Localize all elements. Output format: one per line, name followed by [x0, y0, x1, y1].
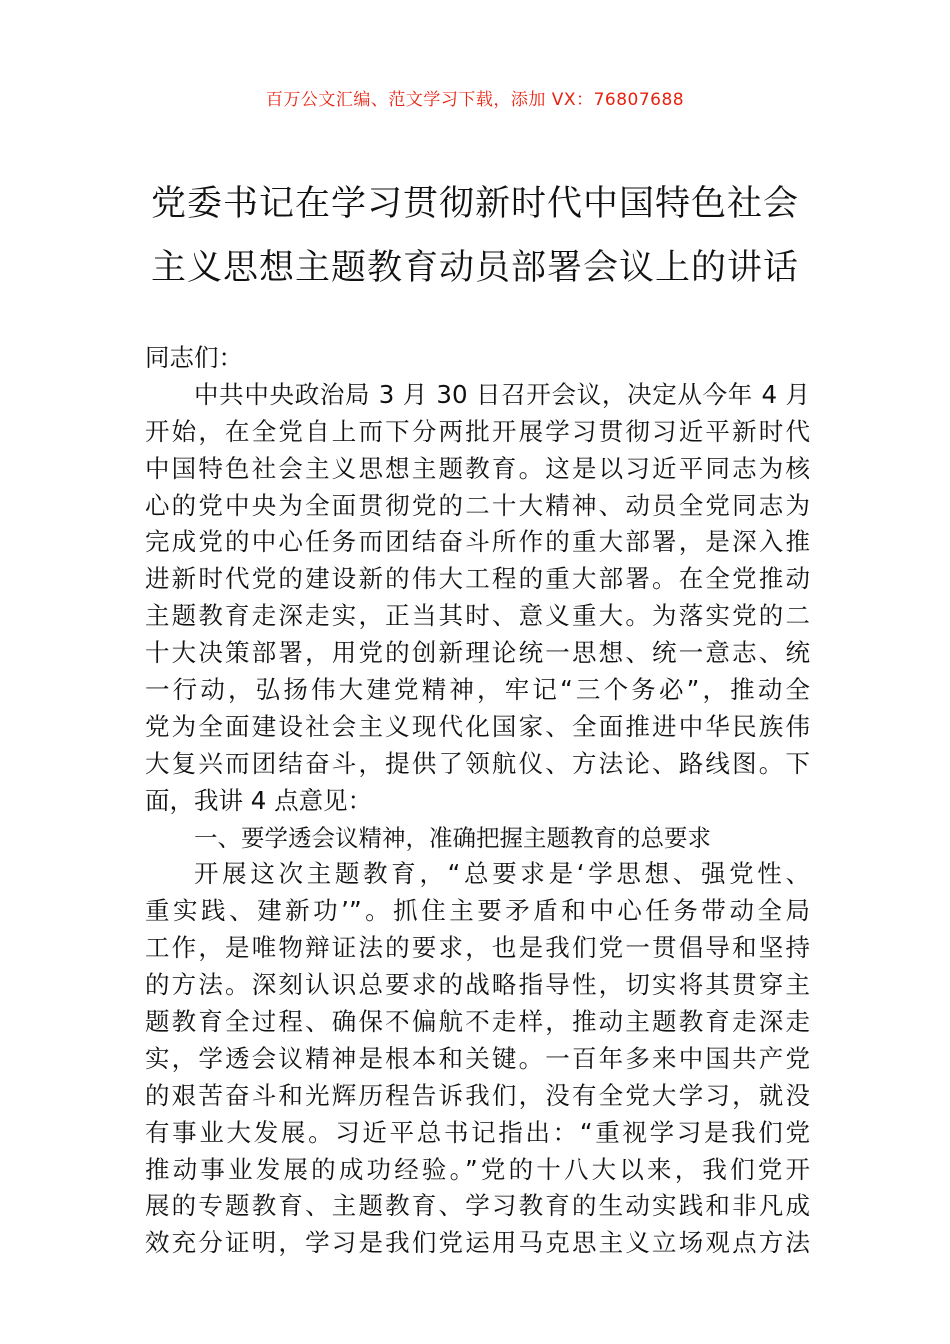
header-watermark-note: 百万公文汇编、范文学习下载，添加 VX：76807688 — [265, 90, 685, 110]
paragraph-line: 效充分证明，学习是我们党运用马克思主义立场观点方法 — [145, 1228, 810, 1258]
paragraph-line: 进新时代党的建设新的伟大工程的重大部署。在全党推动 — [145, 564, 810, 594]
salutation: 同志们： — [145, 343, 243, 372]
paragraph-line: 中共中央政治局 3 月 30 日召开会议，决定从今年 4 月 — [194, 379, 810, 409]
title-line-2: 主义思想主题教育动员部署会议上的讲话 — [150, 248, 799, 288]
paragraph-line: 完成党的中心任务而团结奋斗所作的重大部署，是深入推 — [145, 527, 810, 557]
paragraph-line: 大复兴而团结奋斗，提供了领航仪、方法论、路线图。下 — [145, 748, 810, 778]
paragraph-line: 工作，是唯物辩证法的要求，也是我们党一贯倡导和坚持 — [145, 933, 810, 963]
paragraph-line: 实，学透会议精神是根本和关键。一百年多来中国共产党 — [145, 1043, 810, 1073]
paragraph-line: 一行动，弘扬伟大建党精神，牢记“三个务必”，推动全 — [145, 675, 810, 705]
paragraph-line: 有事业大发展。习近平总书记指出：“重视学习是我们党 — [145, 1117, 810, 1147]
title-line-1: 党委书记在学习贯彻新时代中国特色社会 — [150, 184, 799, 224]
paragraph-line: 重实践、建新功’”。抓住主要矛盾和中心任务带动全局 — [145, 896, 810, 926]
paragraph-line: 题教育全过程、确保不偏航不走样，推动主题教育走深走 — [145, 1007, 810, 1037]
paragraph-line: 心的党中央为全面贯彻党的二十大精神、动员全党同志为 — [145, 490, 810, 520]
paragraph-line: 主题教育走深走实，正当其时、意义重大。为落实党的二 — [145, 601, 810, 631]
paragraph-line: 推动事业发展的成功经验。”党的十八大以来，我们党开 — [145, 1154, 810, 1184]
paragraph-line: 党为全面建设社会主义现代化国家、全面推进中华民族伟 — [145, 711, 810, 741]
paragraph-line: 的方法。深刻认识总要求的战略指导性，切实将其贯穿主 — [145, 970, 810, 1000]
document-body — [145, 340, 810, 1262]
paragraph-line: 展的专题教育、主题教育、学习教育的生动实践和非凡成 — [145, 1191, 810, 1221]
section-heading-1: 一、要学透会议精神，准确把握主题教育的总要求 — [194, 823, 711, 852]
paragraph-line: 面，我讲 4 点意见： — [145, 785, 373, 815]
document-title — [120, 172, 830, 300]
paragraph-line: 十大决策部署，用党的创新理论统一思想、统一意志、统 — [145, 638, 810, 668]
paragraph-line: 的艰苦奋斗和光辉历程告诉我们，没有全党大学习，就没 — [145, 1080, 810, 1110]
paragraph-line: 开展这次主题教育，“总要求是‘学思想、强党性、 — [194, 859, 810, 889]
paragraph-line: 中国特色社会主义思想主题教育。这是以习近平同志为核 — [145, 453, 810, 483]
paragraph-line: 开始，在全党自上而下分两批开展学习贯彻习近平新时代 — [145, 416, 810, 446]
